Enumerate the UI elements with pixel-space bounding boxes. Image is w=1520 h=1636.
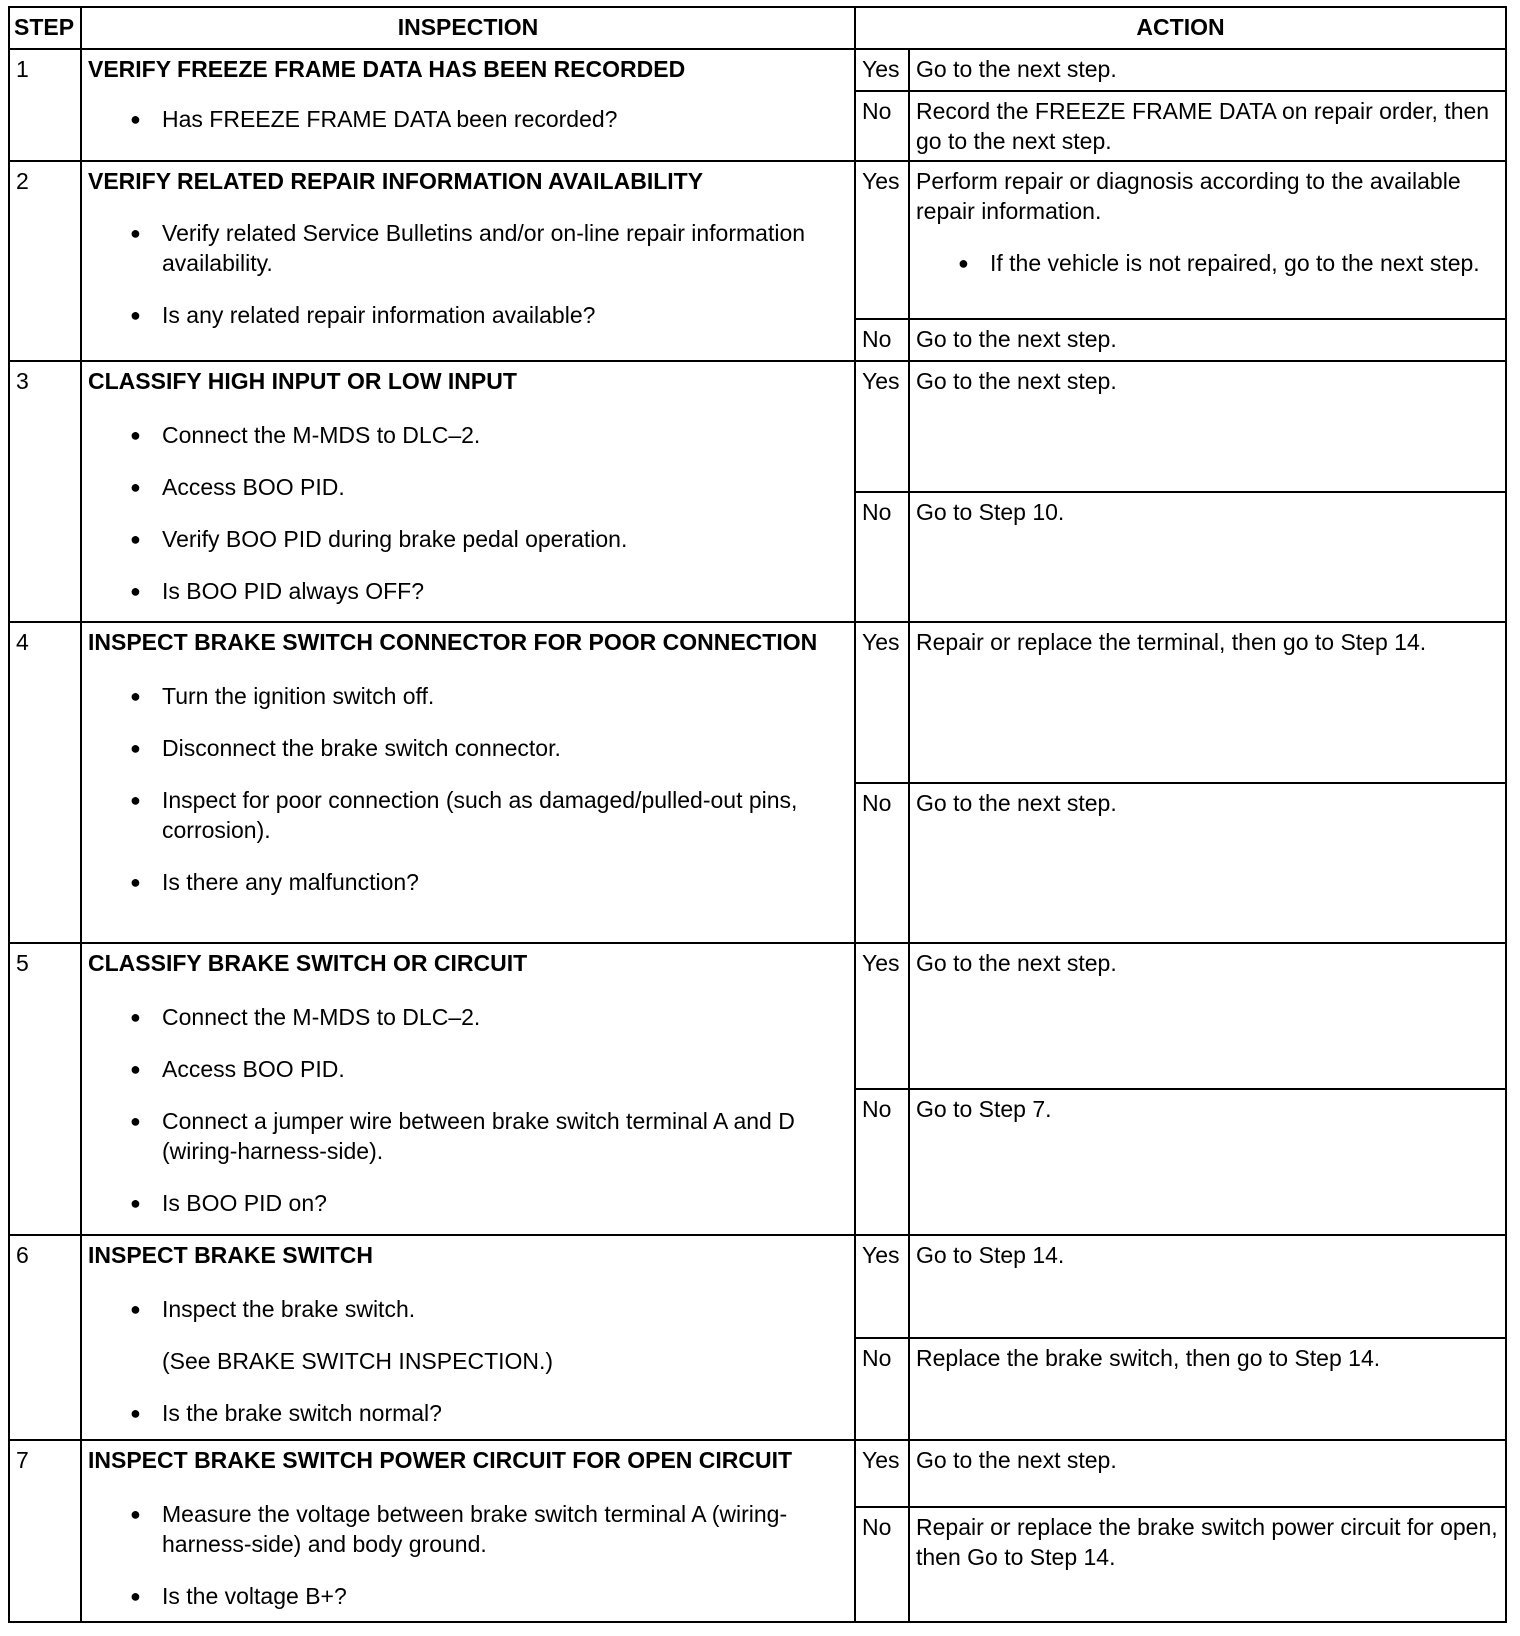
yes-action: Go to the next step. — [909, 361, 1506, 492]
step-number: 4 — [9, 622, 81, 943]
step-title: INSPECT BRAKE SWITCH CONNECTOR FOR POOR CONNECTION — [88, 629, 818, 655]
no-action: Go to Step 7. — [909, 1089, 1506, 1235]
step-bullet: ● Connect the M-MDS to DLC–2. — [130, 1002, 848, 1032]
step-number: 5 — [9, 943, 81, 1235]
step-title: CLASSIFY HIGH INPUT OR LOW INPUT — [88, 368, 517, 394]
step-number: 3 — [9, 361, 81, 622]
step-bullet: ● Connect a jumper wire between brake switch terminal A and D (wiring-harness-side). — [130, 1106, 848, 1166]
step-bullet: ● Is BOO PID always OFF? — [130, 576, 848, 606]
step-bullet: ● Is BOO PID on? — [130, 1188, 848, 1218]
step-inspection — [81, 943, 855, 1235]
yes-label: Yes — [855, 161, 909, 319]
step-inspection — [81, 622, 855, 943]
step-number: 7 — [9, 1440, 81, 1622]
step-bullet: ● Inspect the brake switch. — [130, 1294, 848, 1324]
step-inspection — [81, 361, 855, 622]
step-bullet: ● Is there any malfunction? — [130, 867, 848, 897]
step-bullet: ● Inspect for poor connection (such as damaged/pulled-out pins, corrosion). — [130, 785, 848, 845]
step-5-yes-row — [9, 943, 1506, 1089]
no-label: No — [855, 492, 909, 622]
no-action: Replace the brake switch, then go to Step 14. — [909, 1338, 1506, 1440]
step-4-yes-row — [9, 622, 1506, 783]
step-bullet: ● Verify BOO PID during brake pedal operation. — [130, 524, 848, 554]
yes-label: Yes — [855, 49, 909, 91]
step-bullet: ● Is the brake switch normal? — [130, 1398, 848, 1428]
step-bullet: ● Is any related repair information available? — [130, 300, 848, 330]
yes-label: Yes — [855, 943, 909, 1089]
diagnostic-procedure — [8, 6, 1507, 1623]
step-bullet: ● Access BOO PID. — [130, 1054, 848, 1084]
yes-action — [909, 161, 1506, 319]
step-bullet-list — [88, 1499, 848, 1611]
yes-action: Go to the next step. — [909, 49, 1506, 91]
yes-label: Yes — [855, 622, 909, 783]
header-action: ACTION — [855, 7, 1506, 49]
header-inspection: INSPECTION — [81, 7, 855, 49]
yes-action-text: Perform repair or diagnosis according to the available repair information. — [916, 168, 1461, 224]
step-title: INSPECT BRAKE SWITCH POWER CIRCUIT FOR OPEN CIRCUIT — [88, 1447, 793, 1473]
step-inspection — [81, 1235, 855, 1440]
yes-action: Go to the next step. — [909, 1440, 1506, 1507]
step-note: (See BRAKE SWITCH INSPECTION.) — [162, 1348, 554, 1374]
step-6-yes-row — [9, 1235, 1506, 1338]
step-bullet: ● Turn the ignition switch off. — [130, 681, 848, 711]
yes-action: Go to Step 14. — [909, 1235, 1506, 1338]
step-title: CLASSIFY BRAKE SWITCH OR CIRCUIT — [88, 950, 528, 976]
step-bullet: ● Connect the M-MDS to DLC–2. — [130, 420, 848, 450]
step-number: 2 — [9, 161, 81, 361]
step-bullet-list — [88, 681, 848, 897]
step-bullet: ● Is the voltage B+? — [130, 1581, 848, 1611]
step-inspection — [81, 49, 855, 161]
no-label: No — [855, 91, 909, 161]
no-label: No — [855, 783, 909, 943]
step-bullet-list — [88, 420, 848, 606]
step-2-yes-row — [9, 161, 1506, 319]
header-row — [9, 7, 1506, 49]
step-title: INSPECT BRAKE SWITCH — [88, 1242, 373, 1268]
step-bullet: ● Measure the voltage between brake switch terminal A (wiring-harness-side) and body ground. — [130, 1499, 848, 1559]
step-bullet-list — [88, 218, 848, 330]
diagnostic-table — [8, 6, 1507, 1623]
step-1-yes-row — [9, 49, 1506, 91]
step-number: 6 — [9, 1235, 81, 1440]
no-action: Go to Step 10. — [909, 492, 1506, 622]
step-title: VERIFY FREEZE FRAME DATA HAS BEEN RECORDED — [88, 56, 686, 82]
no-label: No — [855, 1089, 909, 1235]
yes-label: Yes — [855, 361, 909, 492]
step-inspection — [81, 1440, 855, 1622]
step-bullet: ● Disconnect the brake switch connector. — [130, 733, 848, 763]
step-bullet: ● Access BOO PID. — [130, 472, 848, 502]
yes-label: Yes — [855, 1235, 909, 1338]
yes-action: Repair or replace the terminal, then go to Step 14. — [909, 622, 1506, 783]
no-action: Repair or replace the brake switch power circuit for open, then Go to Step 14. — [909, 1507, 1506, 1622]
yes-action: Go to the next step. — [909, 943, 1506, 1089]
step-bullet: ● Verify related Service Bulletins and/or on-line repair information availability. — [130, 218, 848, 278]
step-bullet-list — [88, 1294, 848, 1428]
header-step: STEP — [9, 7, 81, 49]
step-bullet-list — [88, 104, 848, 134]
no-action: Record the FREEZE FRAME DATA on repair order, then go to the next step. — [909, 91, 1506, 161]
step-bullet-list — [88, 1002, 848, 1218]
step-7-yes-row — [9, 1440, 1506, 1507]
no-action: Go to the next step. — [909, 319, 1506, 361]
step-3-yes-row — [9, 361, 1506, 492]
no-label: No — [855, 1338, 909, 1440]
no-label: No — [855, 319, 909, 361]
no-label: No — [855, 1507, 909, 1622]
step-title: VERIFY RELATED REPAIR INFORMATION AVAILABILITY — [88, 168, 704, 194]
yes-label: Yes — [855, 1440, 909, 1507]
yes-action-bullet: ● If the vehicle is not repaired, go to the next step. — [958, 248, 1499, 278]
step-inspection — [81, 161, 855, 361]
step-bullet: ● Has FREEZE FRAME DATA been recorded? — [130, 104, 848, 134]
step-number: 1 — [9, 49, 81, 161]
no-action: Go to the next step. — [909, 783, 1506, 943]
